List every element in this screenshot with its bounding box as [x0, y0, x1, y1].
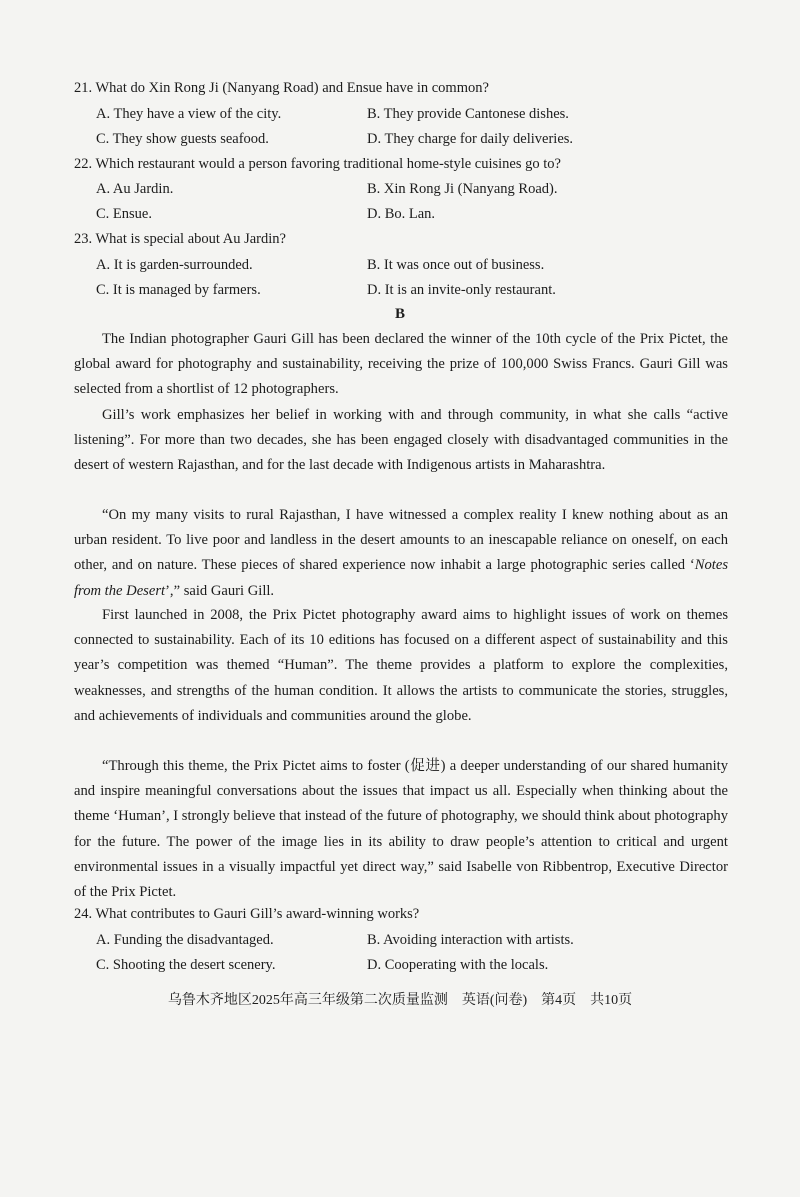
question-21-stem: 21. What do Xin Rong Ji (Nanyang Road) and Ensue have in common?: [74, 80, 489, 96]
passage-paragraph-1: The Indian photographer Gauri Gill has been declared the winner of the 10th cycle of the Prix Pictet, the global award for photography and sustainability, receiving the prize of 100,000 Swiss Francs. Gauri Gill was selected from a shortlist of 12 photographers.: [74, 331, 728, 398]
page-footer: 乌鲁木齐地区2025年高三年级第二次质量监测 英语(问卷) 第4页 共10页: [167, 993, 633, 1008]
question-23-stem: 23. What is special about Au Jardin?: [74, 231, 286, 247]
question-21-option-a: A. They have a view of the city.: [96, 106, 282, 122]
question-23-option-b: B. It was once out of business.: [367, 257, 545, 273]
question-24-option-a: A. Funding the disadvantaged.: [96, 932, 274, 948]
paragraph-3-text-start: “On my many visits to rural Rajasthan, I have witnessed a complex reality I knew nothing about as an urban resident. To live poor and landless in the desert amounts to an inescapable reliance on oneself, on each other, and on nature. These pieces of shared experience now inhabit a large photographic series called ‘: [74, 507, 728, 574]
question-24-option-c: C. Shooting the desert scenery.: [96, 957, 276, 973]
section-b-heading: B: [394, 306, 405, 322]
question-21-option-d: D. They charge for daily deliveries.: [367, 131, 574, 147]
passage-paragraph-4: First launched in 2008, the Prix Pictet photography award aims to highlight issues of work on themes connected to sustainability. Each of its 10 editions has focused on a different aspect of sustainability and this year’s competition was themed “Human”. The theme provides a platform to explore the complexities, weaknesses, and strengths of the human condition. It allows the artists to communicate the stories, struggles, and achievements of individuals and communities around the globe.: [74, 607, 728, 724]
question-21-option-c: C. They show guests seafood.: [96, 131, 269, 147]
passage-paragraph-2: Gill’s work emphasizes her belief in working with and through community, in what she calls “active listening”. For more than two decades, she has been engaged closely with disadvantaged communities in the desert of western Rajasthan, and for the last decade with Indigenous artists in Maharashtra.: [74, 407, 728, 474]
paragraph-3-text-end: ’,” said Gauri Gill.: [165, 582, 275, 599]
question-23-option-d: D. It is an invite-only restaurant.: [367, 282, 556, 298]
question-22-option-d: D. Bo. Lan.: [367, 206, 436, 222]
passage-paragraph-5: “Through this theme, the Prix Pictet aims to foster (促进) a deeper understanding of our shared humanity and inspire meaningful conversations about the issues that impact us all. Especially when thinking about the theme ‘Human’, I strongly believe that instead of the future of photography, we should think about photography for the future. The power of the image lies in its ability to draw people’s attention to critical and urgent environmental issues in a visually impactful yet direct way,” said Isabelle von Ribbentrop, Executive Director of the Prix Pictet.: [74, 758, 728, 901]
question-22-stem: 22. Which restaurant would a person favoring traditional home-style cuisines go to?: [74, 156, 561, 172]
question-21-option-b: B. They provide Cantonese dishes.: [367, 106, 569, 122]
question-24-stem: 24. What contributes to Gauri Gill’s award-winning works?: [74, 906, 420, 922]
question-22-option-a: A. Au Jardin.: [96, 181, 174, 197]
passage-paragraph-3: [74, 503, 728, 604]
question-23-option-a: A. It is garden-surrounded.: [96, 257, 253, 273]
question-24-option-d: D. Cooperating with the locals.: [367, 957, 549, 973]
question-23-option-c: C. It is managed by farmers.: [96, 282, 261, 298]
question-22-option-b: B. Xin Rong Ji (Nanyang Road).: [367, 181, 558, 197]
question-24-option-b: B. Avoiding interaction with artists.: [367, 932, 574, 948]
question-22-option-c: C. Ensue.: [96, 206, 152, 222]
series-title: Notes from the Desert: [74, 557, 728, 599]
